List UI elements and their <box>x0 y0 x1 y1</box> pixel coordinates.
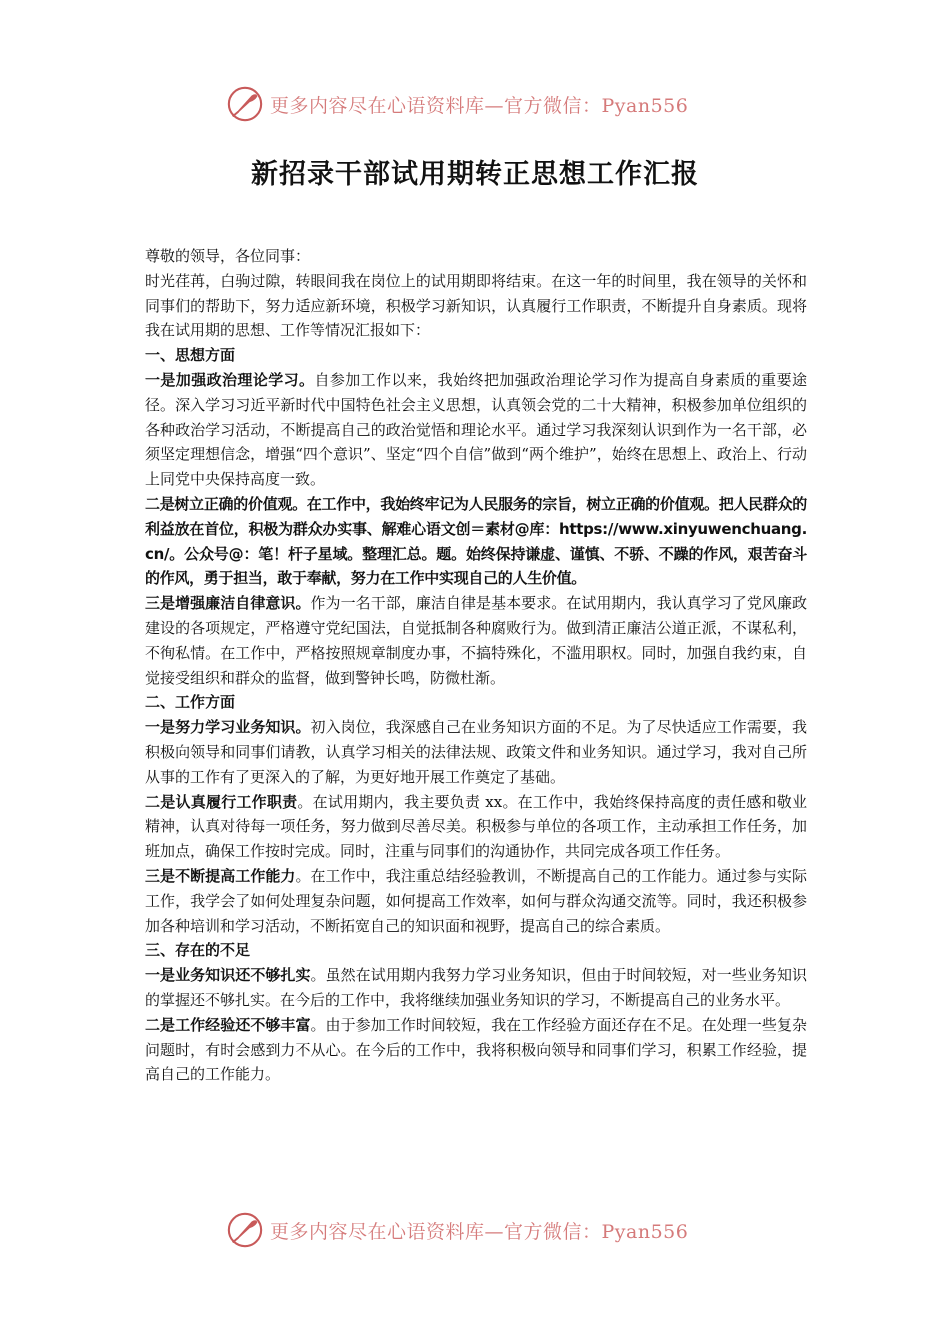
paragraph <box>145 715 807 789</box>
document-body <box>145 244 807 1087</box>
section-heading: 一、思想方面 <box>145 346 236 365</box>
paragraph-lead: 一是努力学习业务知识。 <box>145 718 311 737</box>
paragraph <box>145 492 807 591</box>
paragraph-body: 作为一名干部，廉洁自律是基本要求。在试用期内，我认真学习了党风廉政建设的各项规定，严格遵守党纪国法，自觉抵制各种腐败行为。做到清正廉洁公道正派，不谋私利，不徇私情。在工作中，严格按照规章制度办事，不搞特殊化，不滥用职权。同时，加强自我约束，自觉接受组织和群众的监督，做到警钟长鸣，防微杜渐。 <box>145 594 807 687</box>
paragraph <box>145 591 807 690</box>
footer-banner <box>226 1210 688 1250</box>
paragraph <box>145 368 807 492</box>
paragraph <box>145 790 807 864</box>
intro-paragraph: 时光荏苒，白驹过隙，转眼间我在岗位上的试用期即将结束。在这一年的时间里，我在领导的关怀和同事们的帮助下，努力适应新环境，积极学习新知识，认真履行工作职责，不断提升自身素质。现将我在试用期的思想、工作等情况汇报如下： <box>145 271 807 340</box>
paragraph-body: 二是树立正确的价值观。在工作中，我始终牢记为人民服务的宗旨，树立正确的价值观。把人民群众的利益放在首位，积极为群众办实事、解难心语文创＝素材@库：https://www.xinyuwenchuang.cn/。公众号@：笔！杆子星域。整理汇总。题。始终保持谦虚、谨慎、不骄、不躁的作风，艰苦奋斗的作风，勇于担当，敢于奉献，努力在工作中实现自己的人生价值。 <box>145 494 807 588</box>
banner-text: 更多内容尽在心语资料库—官方微信：Pyan556 <box>270 1220 689 1243</box>
section-heading: 三、存在的不足 <box>145 941 251 960</box>
paragraph-body: 。在工作中，我注重总结经验教训，不断提高自己的工作能力。通过参与实际工作，我学会了如何处理复杂问题，如何提高工作效率，如何与群众沟通交流等。同时，我还积极参加各种培训和学习活动，不断拓宽自己的知识面和视野，提高自己的综合素质。 <box>145 866 807 935</box>
section-heading: 二、工作方面 <box>145 693 236 712</box>
quill-pen-logo-icon <box>226 1211 264 1249</box>
paragraph <box>145 963 807 1013</box>
header-banner <box>226 84 688 124</box>
paragraph-lead: 二是工作经验还不够丰富 <box>145 1015 311 1034</box>
paragraph-body: 。由于参加工作时间较短，我在工作经验方面还存在不足。在处理一些复杂问题时，有时会感到力不从心。在今后的工作中，我将积极向领导和同事们学习，积累工作经验，提高自己的工作能力。 <box>145 1015 807 1084</box>
paragraph-body: 初入岗位，我深感自己在业务知识方面的不足。为了尽快适应工作需要，我积极向领导和同事们请教，认真学习相关的法律法规、政策文件和业务知识。通过学习，我对自己所从事的工作有了更深入的了解，为更好地开展工作奠定了基础。 <box>145 718 807 786</box>
document-title: 新招录干部试用期转正思想工作汇报 <box>251 159 699 190</box>
paragraph-lead: 一是业务知识还不够扎实 <box>145 966 311 985</box>
quill-pen-logo-icon <box>226 85 264 123</box>
paragraph-body: 自参加工作以来，我始终把加强政治理论学习作为提高自身素质的重要途径。深入学习习近平新时代中国特色社会主义思想，认真领会党的二十大精神，积极参加单位组织的各种政治学习活动，不断提高自己的政治觉悟和理论水平。通过学习我深刻认识到作为一名干部，必须坚定理想信念，增强“四个意识”、坚定“四个自信”做到“两个维护”，始终在思想上、政治上、行动上同党中央保持高度一致。 <box>145 370 807 489</box>
paragraph <box>145 1013 807 1087</box>
paragraph-lead: 一是加强政治理论学习。 <box>145 370 315 389</box>
paragraph <box>145 864 807 938</box>
salutation: 尊敬的领导，各位同事： <box>145 247 311 265</box>
paragraph-body: 。虽然在试用期内我努力学习业务知识，但由于时间较短，对一些业务知识的掌握还不够扎实。在今后的工作中，我将继续加强业务知识的学习，不断提高自己的业务水平。 <box>145 966 807 1009</box>
paragraph-lead: 三是不断提高工作能力 <box>145 866 296 885</box>
paragraph-lead: 三是增强廉洁自律意识。 <box>145 594 311 613</box>
paragraph-lead: 二是认真履行工作职责 <box>145 792 298 811</box>
banner-text: 更多内容尽在心语资料库—官方微信：Pyan556 <box>270 94 689 117</box>
paragraph-body: 。在试用期内，我主要负责 xx。在工作中，我始终保持高度的责任感和敬业精神，认真对待每一项任务，努力做到尽善尽美。积极参与单位的各项工作，主动承担工作任务，加班加点，确保工作按时完成。同时，注重与同事们的沟通协作，共同完成各项工作任务。 <box>145 792 807 861</box>
